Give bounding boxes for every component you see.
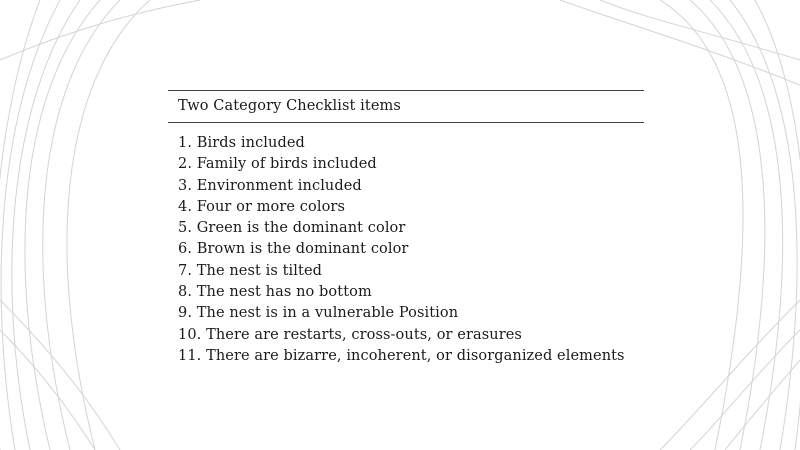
- checklist-item: 11. There are bizarre, incoherent, or disorganized elements: [178, 347, 625, 364]
- table-title: Two Category Checklist items: [178, 98, 401, 114]
- checklist-item: 9. The nest is in a vulnerable Position: [178, 305, 459, 322]
- checklist-item: 4. Four or more colors: [178, 198, 345, 215]
- checklist-item: 10. There are restarts, cross-outs, or erasures: [178, 326, 522, 343]
- checklist-item: 1. Birds included: [178, 135, 305, 151]
- checklist-item: 3. Environment included: [178, 177, 362, 194]
- checklist-item: 7. The nest is tilted: [178, 262, 323, 279]
- checklist-item: 2. Family of birds included: [178, 156, 377, 173]
- checklist-item: 6. Brown is the dominant color: [178, 241, 409, 258]
- checklist-item: 8. The nest has no bottom: [178, 284, 372, 301]
- checklist-items: [168, 123, 644, 367]
- checklist-table: [168, 90, 644, 367]
- checklist-item: 5. Green is the dominant color: [178, 220, 406, 237]
